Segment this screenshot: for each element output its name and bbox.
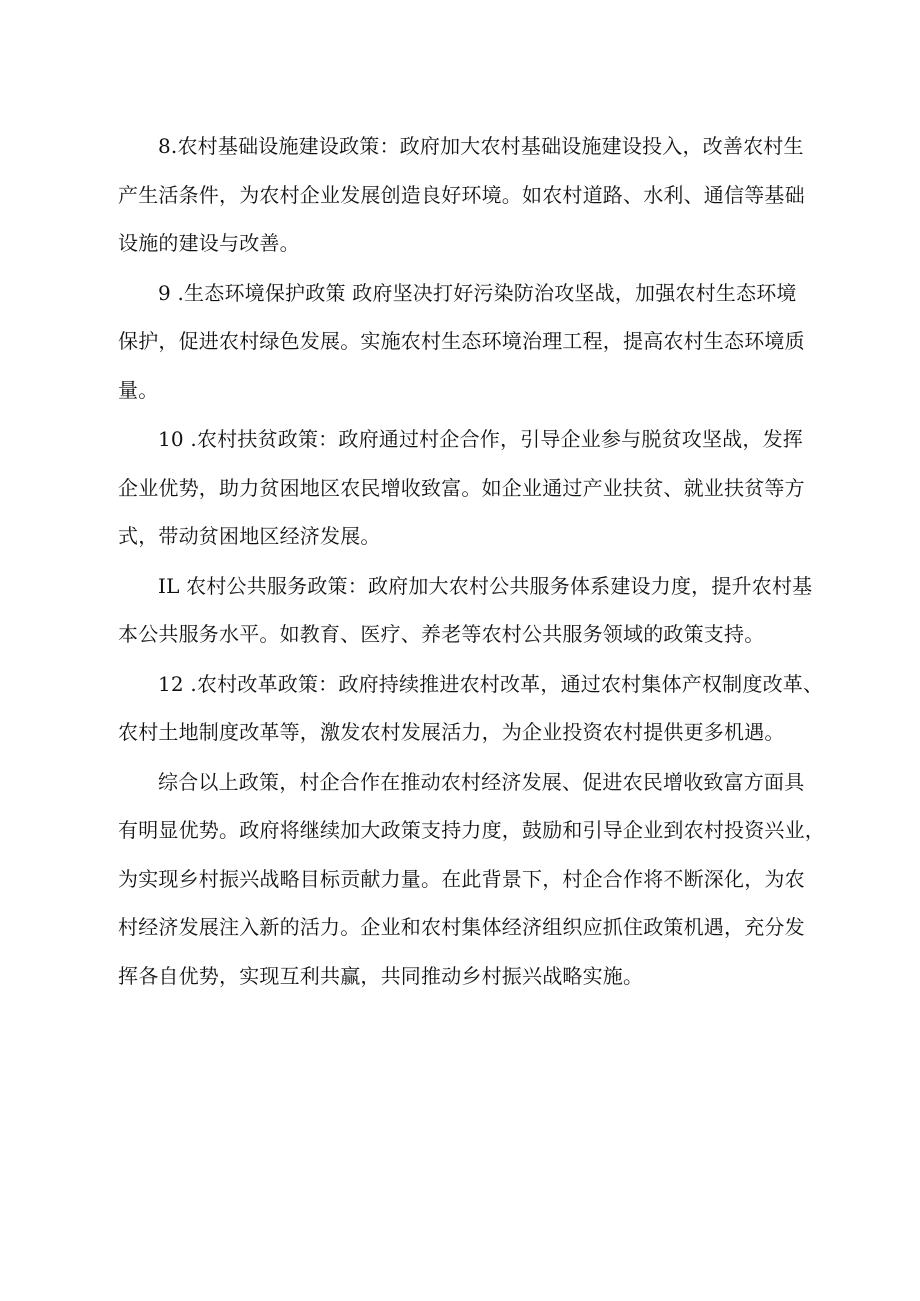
text-line: 10 .农村扶贫政策：政府通过村企合作，引导企业参与脱贫攻坚战，发挥 — [158, 427, 803, 451]
policy-paragraph-11 — [118, 562, 813, 659]
text-line: 式，带动贫困地区经济发展。 — [118, 524, 381, 548]
text-line: 有明显优势。政府将继续加大政策支持力度，鼓励和引导企业到农村投资兴业， — [118, 818, 825, 842]
text-line: 产生活条件，为农村企业发展创造良好环境。如农村道路、水利、通信等基础 — [118, 182, 805, 207]
text-line: 综合以上政策，村企合作在推动农村经济发展、促进农民增收致富方面具 — [158, 769, 805, 794]
text-line: 保护，促进农村绿色发展。实施农村生态环境治理工程，提高农村生态环境质 — [118, 329, 805, 353]
policy-paragraph-9 — [118, 269, 808, 415]
text-line: 为实现乡村振兴战略目标贡献力量。在此背景下，村企合作将不断深化，为农 — [118, 866, 805, 891]
text-line: 量。 — [118, 377, 159, 402]
summary-paragraph — [118, 758, 825, 1001]
text-line: 12 .农村改革政策：政府持续推进农村改革，通过农村集体产权制度改革、 — [158, 671, 824, 696]
policy-paragraph-10 — [118, 415, 808, 561]
document-body — [118, 122, 825, 1001]
policy-paragraph-12 — [118, 660, 824, 757]
text-line: IL 农村公共服务政策：政府加大农村公共服务体系建设力度，提升农村基 — [158, 573, 813, 598]
text-line: 挥各自优势，实现互利共赢，共同推动乡村振兴战略实施。 — [118, 963, 644, 988]
text-line: 村经济发展注入新的活力。企业和农村集体经济组织应抓住政策机遇，充分发 — [118, 915, 805, 939]
policy-paragraph-8 — [118, 122, 808, 268]
text-line: 8.农村基础设施建设政策：政府加大农村基础设施建设投入，改善农村生 — [158, 134, 804, 158]
text-line: 9 .生态环境保护政策 政府坚决打好污染防治攻坚战，加强农村生态环境 — [158, 280, 797, 305]
text-line: 企业优势，助力贫困地区农民增收致富。如企业通过产业扶贫、就业扶贫等方 — [118, 475, 805, 500]
text-line: 本公共服务水平。如教育、医疗、养老等农村公共服务领域的政策支持。 — [118, 622, 765, 646]
text-line: 设施的建设与改善。 — [118, 231, 300, 255]
text-line: 农村土地制度改革等，激发农村发展活力，为企业投资农村提供更多机遇。 — [118, 720, 785, 744]
